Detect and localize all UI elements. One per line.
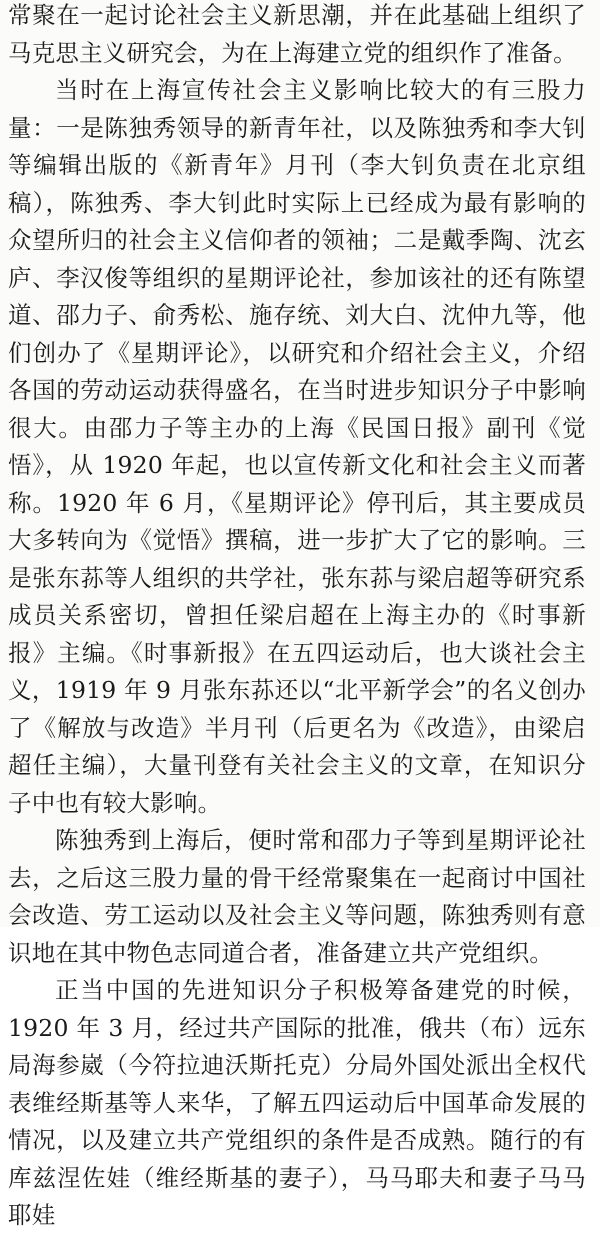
paragraph-4: 正当中国的先进知识分子积极筹备建党的时候，1920 年 3 月，经过共产国际的批准，俄共（布）远东局海参崴（今符拉迪沃斯托克）分局外国处派出全权代表维经斯基等人来华，了解五四运动后中国革命发展的情况，以及建立共产党组织的条件是否成熟。随行的有库兹涅佐娃（维经斯基的妻子），马马耶夫和妻子马马耶娃: [8, 976, 586, 1229]
body-text: [8, 0, 586, 1235]
paragraph-1: 常聚在一起讨论社会主义新思潮，并在此基础上组织了马克思主义研究会，为在上海建立党的组织作了准备。: [8, 1, 586, 67]
paragraph-2: 当时在上海宣传社会主义影响比较大的有三股力量：一是陈独秀领导的新青年社，以及陈独秀和李大钊等编辑出版的《新青年》月刊（李大钊负责在北京组稿），陈独秀、李大钊此时实际上已经成为最有影响的众望所归的社会主义信仰者的领袖；二是戴季陶、沈玄庐、李汉俊等组织的星期评论社，参加该社的还有陈望道、邵力子、俞秀松、施存统、刘大白、沈仲九等，他们创办了《星期评论》，以研究和介绍社会主义，介绍各国的劳动运动获得盛名，在当时进步知识分子中影响很大。由邵力子等主办的上海《民国日报》副刊《觉悟》，从 1920 年起，也以宣传新文化和社会主义而著称。1920 年 6 月，《星期评论》停刊后，其主要成员大多转向为《觉悟》撰稿，进一步扩大了它的影响。三是张东荪等人组织的共学社，张东荪与梁启超等研究系成员关系密切，曾担任梁启超在上海主办的《时事新报》主编。《时事新报》在五四运动后，也大谈社会主义，1919 年 9 月张东荪还以“北平新学会”的名义创办了《解放与改造》半月刊（后更名为《改造》，由梁启超任主编），大量刊登有关社会主义的文章，在知识分子中也有较大影响。: [8, 76, 586, 817]
paragraph-3: 陈独秀到上海后，便时常和邵力子等到星期评论社去，之后这三股力量的骨干经常聚集在一起商讨中国社会改造、劳工运动以及社会主义等问题，陈独秀则有意识地在其中物色志同道合者，准备建立共产党组织。: [8, 826, 586, 967]
